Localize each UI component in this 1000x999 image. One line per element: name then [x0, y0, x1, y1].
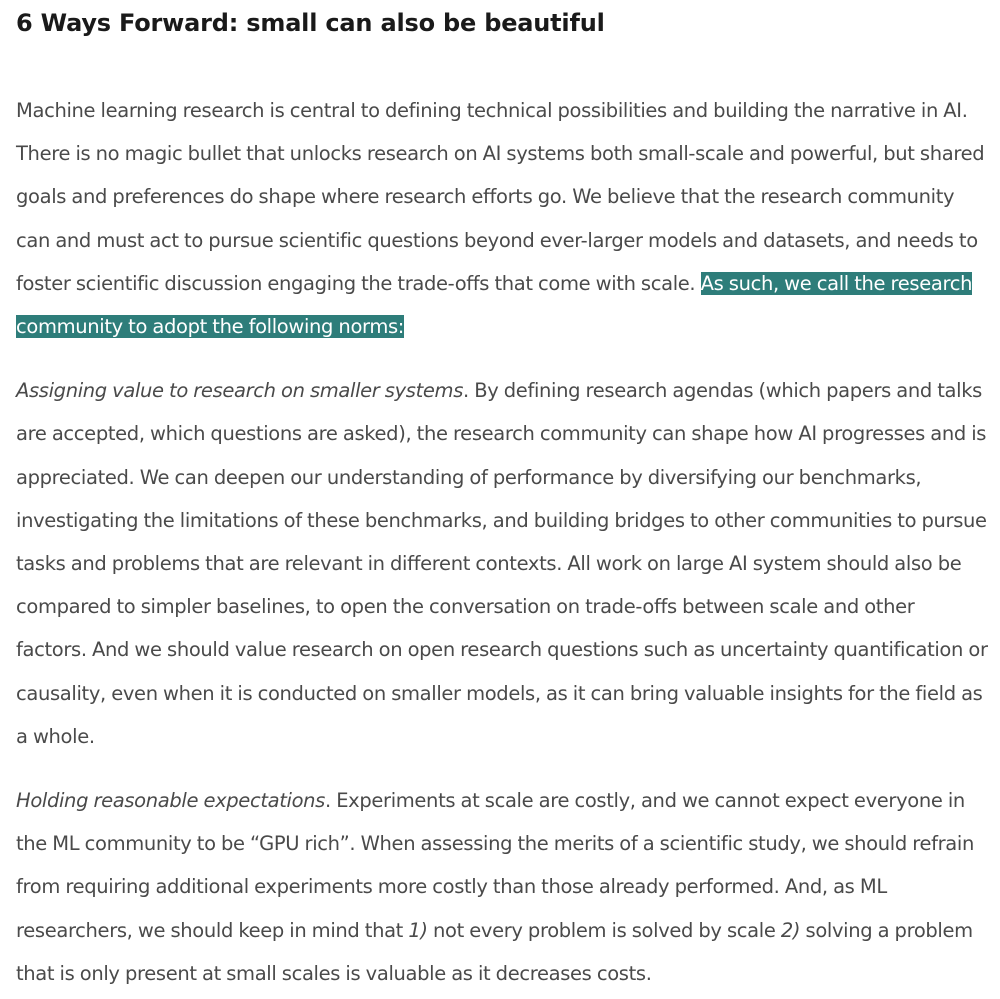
paragraph-expectations [16, 779, 988, 995]
paragraph-intro [16, 89, 988, 348]
paragraph-expectations-text-c: solving a problem that is only present at small scales is valuable as it decreases costs. [16, 918, 973, 985]
section-title: 6 Ways Forward: small can also be beautiful [16, 9, 605, 37]
norm-title-small-systems: Assigning value to research on smaller systems [16, 379, 464, 403]
paragraph-expectations-text-b: not every problem is solved by scale [427, 918, 781, 942]
paragraph-expectations-text-a: . Experiments at scale are costly, and we cannot expect everyone in the ML community to be “GPU rich”. When assessing the merits of a scientific study, we should refrain from requiring additional experiments more costly than those already performed. And, as ML researchers, we should keep in mind that [16, 789, 974, 942]
paragraph-small-systems-text: . By defining research agendas (which papers and talks are accepted, which questions are asked), the research community can shape how AI progresses and is appreciated. We can deepen our understanding of performance by diversifying our benchmarks, investigating the limitations of these benchmarks, and building bridges to other communities to pursue tasks and problems that are relevant in different contexts. All work on large AI system should also be compared to simpler baselines, to open the conversation on trade-offs between scale and other factors. And we should value research on open research questions such as uncertainty quantification or causality, even when it is conducted on smaller models, as it can bring valuable insights for the field as a whole. [16, 379, 988, 748]
list-marker-1: 1) [408, 918, 428, 942]
norm-title-expectations: Holding reasonable expectations [16, 789, 325, 813]
paragraph-small-systems [16, 369, 988, 758]
highlighted-selection[interactable]: As such, we call the research community to adopt the following norms: [16, 271, 973, 339]
document-page [16, 0, 988, 995]
list-marker-2: 2) [780, 918, 801, 942]
paragraph-intro-text: Machine learning research is central to defining technical possibilities and building the narrative in AI. There is no magic bullet that unlocks research on AI systems both small-scale and powerful, but shared goals and preferences do shape where research efforts go. We believe that the research community can and must act to pursue scientific questions beyond ever-larger models and datasets, and needs to foster scientific discussion engaging the trade-offs that come with scale. [16, 99, 985, 295]
